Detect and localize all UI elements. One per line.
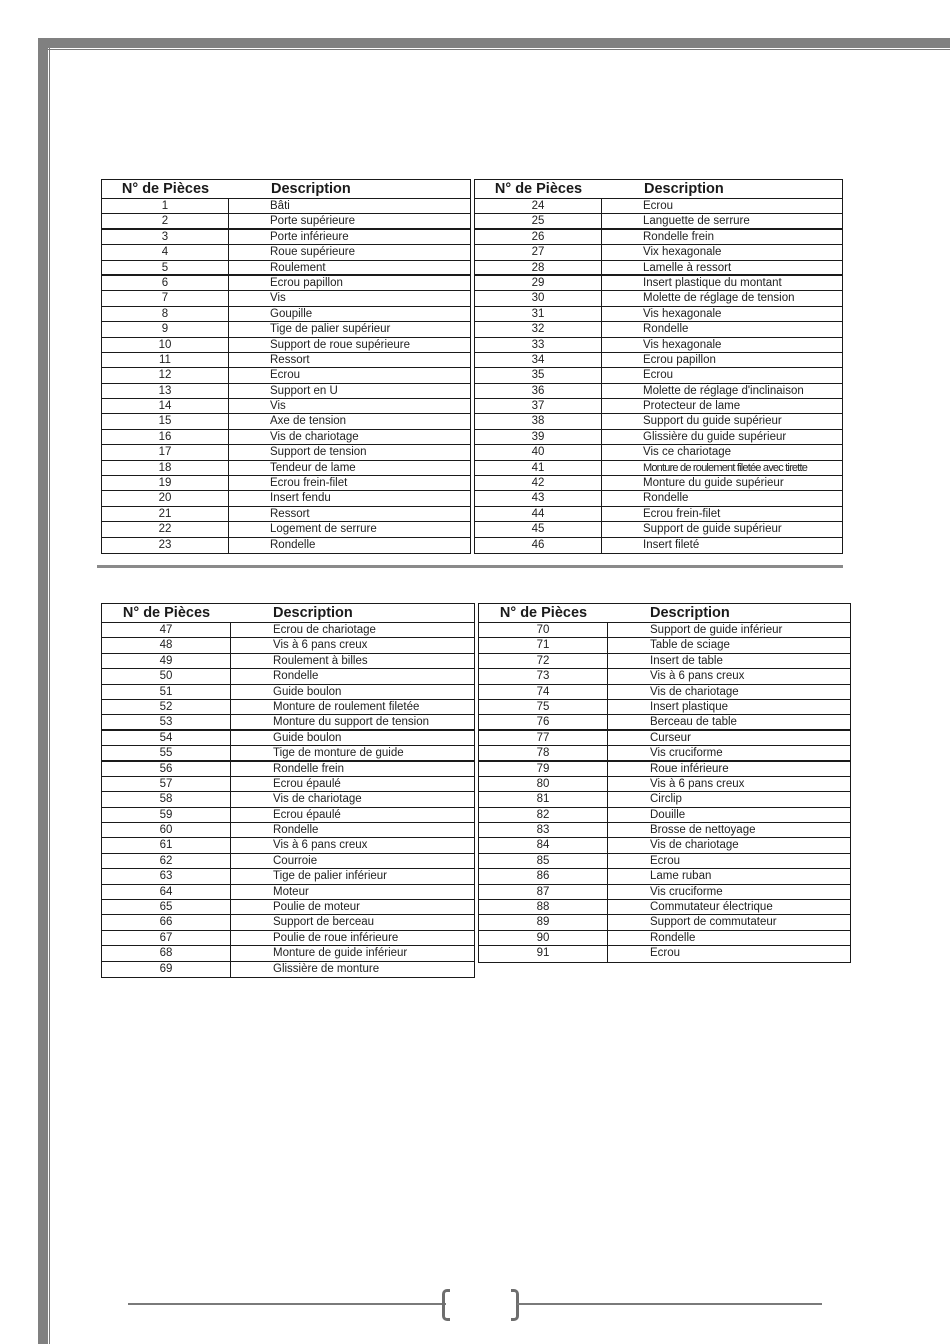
table-row (475, 430, 842, 445)
part-description-cell: Support en U (270, 384, 338, 397)
table-row (102, 731, 474, 746)
table-row (479, 869, 850, 884)
table-row (102, 399, 470, 414)
part-number-cell: 11 (102, 353, 229, 367)
table-row (102, 461, 470, 476)
parts-table-4 (478, 603, 851, 963)
table-row (102, 838, 474, 853)
table-row (475, 399, 842, 414)
part-number-cell: 4 (102, 245, 229, 259)
table-row (479, 838, 850, 853)
part-description-cell: Berceau de table (650, 716, 737, 729)
part-description-cell: Vis de chariotage (270, 430, 359, 443)
table-row (475, 230, 842, 245)
table-row (102, 869, 474, 884)
table-row (475, 199, 842, 214)
column-header-part-number: N° de Pièces (122, 605, 211, 621)
table-row (102, 245, 470, 260)
footer-rule-left (128, 1303, 446, 1305)
page-frame-top-border (38, 38, 950, 48)
part-description-cell: Poulie de moteur (273, 901, 360, 914)
table-row (102, 654, 474, 669)
part-description-cell: Tige de monture de guide (273, 747, 404, 760)
part-number-cell: 80 (479, 777, 608, 791)
part-description-cell: Vis cruciforme (650, 885, 723, 898)
table-row (479, 623, 850, 638)
table-row (102, 507, 470, 522)
part-description-cell: Roulement (270, 261, 326, 274)
footer-rule-right (517, 1303, 822, 1305)
table-row (479, 715, 850, 730)
page-frame-top-inner-rule (48, 49, 950, 50)
part-number-cell: 25 (475, 214, 602, 227)
part-description-cell: Ecrou (270, 369, 301, 382)
part-description-cell: Logement de serrure (270, 523, 377, 536)
part-number-cell: 90 (479, 931, 608, 945)
part-number-cell: 78 (479, 746, 608, 759)
part-number-cell: 68 (102, 946, 231, 960)
part-number-cell: 47 (102, 623, 231, 637)
table-row (475, 353, 842, 368)
part-description-cell: Insert plastique du montant (643, 276, 782, 289)
table-row (102, 700, 474, 715)
table-row (102, 762, 474, 777)
part-description-cell: Molette de réglage d'inclinaison (643, 384, 804, 397)
part-number-cell: 62 (102, 854, 231, 868)
part-number-cell: 59 (102, 808, 231, 822)
part-description-cell: Languette de serrure (643, 215, 750, 228)
part-number-cell: 27 (475, 245, 602, 259)
table-row (102, 915, 474, 930)
part-description-cell: Support du guide supérieur (643, 415, 782, 428)
part-number-cell: 57 (102, 777, 231, 791)
part-description-cell: Commutateur électrique (650, 901, 773, 914)
table-header-row (102, 604, 474, 623)
part-description-cell: Support de guide supérieur (643, 523, 782, 536)
part-number-cell: 84 (479, 838, 608, 852)
table-row (102, 946, 474, 961)
part-number-cell: 48 (102, 638, 231, 652)
part-description-cell: Circlip (650, 793, 682, 806)
table-row (102, 522, 470, 537)
part-description-cell: Protecteur de lame (643, 400, 741, 413)
part-number-cell: 8 (102, 307, 229, 321)
part-number-cell: 61 (102, 838, 231, 852)
table-row (102, 623, 474, 638)
table-row (475, 291, 842, 306)
table-row (102, 792, 474, 807)
part-number-cell: 20 (102, 491, 229, 505)
table-row (102, 962, 474, 977)
part-description-cell: Lamelle à ressort (643, 261, 732, 274)
column-header-part-number: N° de Pièces (121, 181, 210, 197)
table-row (479, 638, 850, 653)
table-row (102, 368, 470, 383)
part-description-cell: Roue supérieure (270, 246, 356, 259)
part-description-cell: Curseur (650, 731, 691, 744)
part-number-cell: 1 (102, 199, 229, 213)
table-header-row (475, 180, 842, 199)
table-row (475, 414, 842, 429)
table-row (102, 638, 474, 653)
part-description-cell: Support de berceau (273, 916, 375, 929)
part-number-cell: 7 (102, 291, 229, 305)
part-description-cell: Table de sciage (650, 639, 730, 652)
part-number-cell: 24 (475, 199, 602, 213)
table-row (475, 261, 842, 276)
table-row (479, 777, 850, 792)
part-number-cell: 19 (102, 476, 229, 490)
table-row (102, 430, 470, 445)
part-description-cell: Vis de chariotage (650, 839, 739, 852)
part-description-cell: Bâti (270, 200, 290, 212)
table-row (475, 322, 842, 337)
part-description-cell: Vis à 6 pans creux (273, 839, 368, 852)
table-row (475, 384, 842, 399)
part-description-cell: Monture du guide supérieur (643, 477, 784, 490)
part-number-cell: 69 (102, 962, 231, 977)
footer-bracket-close (511, 1289, 519, 1321)
footer-bracket-open (442, 1289, 450, 1321)
part-number-cell: 64 (102, 885, 231, 899)
table-row (102, 322, 470, 337)
page-frame-left-inner-rule (49, 48, 50, 1344)
table-row (479, 792, 850, 807)
part-number-cell: 38 (475, 414, 602, 428)
table-header-row (479, 604, 850, 623)
part-number-cell: 6 (102, 276, 229, 290)
part-number-cell: 50 (102, 669, 231, 683)
table-row (475, 461, 842, 476)
part-description-cell: Goupille (270, 307, 313, 320)
parts-table-1 (101, 179, 471, 554)
part-number-cell: 79 (479, 762, 608, 776)
part-number-cell: 34 (475, 353, 602, 367)
part-number-cell: 74 (479, 685, 608, 699)
table-row (479, 762, 850, 777)
part-description-cell: Tige de palier supérieur (270, 323, 391, 336)
part-number-cell: 32 (475, 322, 602, 336)
table-row (102, 931, 474, 946)
part-number-cell: 12 (102, 368, 229, 382)
part-description-cell: Porte inférieure (270, 230, 349, 243)
table-row (475, 276, 842, 291)
table-row (102, 230, 470, 245)
part-description-cell: Ressort (270, 353, 310, 366)
part-number-cell: 46 (475, 538, 602, 553)
table-row (102, 715, 474, 730)
part-description-cell: Monture du support de tension (273, 716, 429, 729)
table-row (102, 214, 470, 229)
part-description-cell: Ecrou épaulé (273, 808, 341, 821)
table-row (102, 384, 470, 399)
table-row (479, 915, 850, 930)
part-description-cell: Axe de tension (270, 415, 347, 428)
table-row (102, 669, 474, 684)
part-number-cell: 43 (475, 491, 602, 505)
part-description-cell: Rondelle frein (643, 230, 714, 243)
parts-table-3 (101, 603, 475, 978)
table-row (102, 476, 470, 491)
part-number-cell: 26 (475, 230, 602, 244)
column-header-description: Description (273, 605, 353, 621)
part-number-cell: 85 (479, 854, 608, 868)
part-number-cell: 58 (102, 792, 231, 806)
part-number-cell: 67 (102, 931, 231, 945)
part-number-cell: 55 (102, 746, 231, 759)
part-description-cell: Insert fendu (270, 492, 331, 505)
table-row (102, 538, 470, 553)
part-number-cell: 39 (475, 430, 602, 444)
page-frame-left-border (38, 38, 48, 1344)
part-description-cell: Roue inférieure (650, 762, 729, 775)
part-number-cell: 16 (102, 430, 229, 444)
part-description-cell: Tige de palier inférieur (273, 870, 387, 883)
part-number-cell: 17 (102, 445, 229, 459)
part-description-cell: Vis (270, 400, 286, 413)
part-description-cell: Rondelle (273, 670, 319, 683)
part-description-cell: Rondelle (273, 824, 319, 837)
part-number-cell: 52 (102, 700, 231, 714)
part-number-cell: 71 (479, 638, 608, 652)
part-number-cell: 54 (102, 731, 231, 745)
table-row (479, 823, 850, 838)
part-number-cell: 40 (475, 445, 602, 459)
part-description-cell: Rondelle (650, 931, 696, 944)
part-description-cell: Poulie de roue inférieure (273, 931, 399, 944)
table-row (479, 685, 850, 700)
part-number-cell: 70 (479, 623, 608, 637)
part-number-cell: 33 (475, 338, 602, 352)
table-row (479, 931, 850, 946)
part-number-cell: 72 (479, 654, 608, 668)
part-description-cell: Monture de guide inférieur (273, 947, 408, 960)
part-number-cell: 82 (479, 808, 608, 822)
part-description-cell: Vis ce chariotage (643, 446, 732, 459)
part-description-cell: Rondelle (643, 492, 689, 505)
part-number-cell: 45 (475, 522, 602, 536)
part-number-cell: 87 (479, 885, 608, 899)
table-row (475, 491, 842, 506)
part-description-cell: Ecrou (643, 200, 674, 212)
table-row (479, 854, 850, 869)
part-number-cell: 36 (475, 384, 602, 398)
part-number-cell: 83 (479, 823, 608, 837)
column-header-part-number: N° de Pièces (494, 181, 583, 197)
part-description-cell: Guide boulon (273, 731, 342, 744)
table-row (475, 522, 842, 537)
table-row (102, 291, 470, 306)
table-row (475, 445, 842, 460)
part-number-cell: 77 (479, 731, 608, 745)
column-header-part-number: N° de Pièces (499, 605, 588, 621)
part-description-cell: Glissière du guide supérieur (643, 430, 787, 443)
part-number-cell: 14 (102, 399, 229, 413)
part-description-cell: Lame ruban (650, 870, 712, 883)
part-description-cell: Tendeur de lame (270, 461, 356, 474)
part-description-cell: Vis de chariotage (273, 793, 362, 806)
part-number-cell: 51 (102, 685, 231, 699)
part-description-cell: Vis (270, 292, 286, 305)
part-description-cell: Vis à 6 pans creux (650, 670, 745, 683)
part-description-cell: Ecrou papillon (643, 353, 716, 366)
table-row (479, 946, 850, 961)
part-description-cell: Ecrou (650, 854, 681, 867)
part-description-cell: Ecrou (643, 369, 674, 382)
part-description-cell: Insert fileté (643, 538, 700, 551)
part-number-cell: 13 (102, 384, 229, 398)
table-row (475, 245, 842, 260)
table-row (102, 900, 474, 915)
part-number-cell: 41 (475, 461, 602, 475)
table-row (102, 307, 470, 322)
table-row (475, 476, 842, 491)
part-description-cell: Rondelle (270, 538, 316, 551)
table-row (475, 538, 842, 553)
part-description-cell: Support de roue supérieure (270, 338, 411, 351)
table-row (475, 307, 842, 322)
part-description-cell: Porte supérieure (270, 215, 356, 228)
part-number-cell: 76 (479, 715, 608, 728)
table-row (479, 885, 850, 900)
part-description-cell: Douille (650, 808, 686, 821)
table-row (479, 808, 850, 823)
part-description-cell: Vis de chariotage (650, 685, 739, 698)
part-description-cell: Courroie (273, 854, 318, 867)
part-number-cell: 44 (475, 507, 602, 521)
section-divider (97, 565, 843, 568)
part-number-cell: 66 (102, 915, 231, 929)
part-description-cell: Ecrou frein-filet (270, 477, 348, 490)
part-description-cell: Roulement à billes (273, 654, 368, 667)
part-number-cell: 18 (102, 461, 229, 475)
part-description-cell: Monture de roulement filetée avec tirette (643, 461, 808, 474)
part-number-cell: 89 (479, 915, 608, 929)
part-description-cell: Moteur (273, 885, 309, 898)
part-number-cell: 37 (475, 399, 602, 413)
part-description-cell: Molette de réglage de tension (643, 292, 795, 305)
part-number-cell: 23 (102, 538, 229, 553)
table-row (479, 669, 850, 684)
part-number-cell: 21 (102, 507, 229, 521)
part-description-cell: Vis cruciforme (650, 747, 723, 760)
part-number-cell: 10 (102, 338, 229, 352)
table-row (102, 746, 474, 761)
part-description-cell: Vix hexagonale (643, 246, 722, 259)
part-number-cell: 56 (102, 762, 231, 776)
table-row (102, 885, 474, 900)
table-row (475, 338, 842, 353)
part-description-cell: Insert de table (650, 654, 723, 667)
table-header-row (102, 180, 470, 199)
column-header-description: Description (644, 181, 724, 197)
part-number-cell: 86 (479, 869, 608, 883)
table-row (102, 199, 470, 214)
table-row (479, 654, 850, 669)
table-row (102, 414, 470, 429)
part-number-cell: 49 (102, 654, 231, 668)
table-row (102, 491, 470, 506)
part-number-cell: 75 (479, 700, 608, 714)
part-number-cell: 22 (102, 522, 229, 536)
part-description-cell: Rondelle frein (273, 762, 344, 775)
table-row (102, 338, 470, 353)
part-number-cell: 73 (479, 669, 608, 683)
table-row (102, 353, 470, 368)
table-row (479, 731, 850, 746)
part-number-cell: 5 (102, 261, 229, 274)
part-description-cell: Ecrou de chariotage (273, 624, 376, 636)
part-number-cell: 35 (475, 368, 602, 382)
part-description-cell: Brosse de nettoyage (650, 824, 756, 837)
table-row (102, 276, 470, 291)
part-description-cell: Vis hexagonale (643, 338, 722, 351)
part-description-cell: Guide boulon (273, 685, 342, 698)
table-row (102, 823, 474, 838)
part-description-cell: Support de guide inférieur (650, 624, 783, 636)
table-row (102, 777, 474, 792)
table-row (479, 900, 850, 915)
part-description-cell: Monture de roulement filetée (273, 700, 420, 713)
table-row (475, 368, 842, 383)
part-description-cell: Vis à 6 pans creux (650, 777, 745, 790)
part-number-cell: 9 (102, 322, 229, 336)
table-row (102, 445, 470, 460)
table-row (102, 854, 474, 869)
part-number-cell: 91 (479, 946, 608, 961)
part-description-cell: Ecrou papillon (270, 276, 343, 289)
part-description-cell: Support de tension (270, 446, 367, 459)
table-row (102, 685, 474, 700)
column-header-description: Description (650, 605, 730, 621)
table-row (102, 261, 470, 276)
part-description-cell: Ecrou (650, 947, 681, 960)
part-number-cell: 53 (102, 715, 231, 728)
table-row (479, 746, 850, 761)
part-number-cell: 88 (479, 900, 608, 914)
part-description-cell: Vis hexagonale (643, 307, 722, 320)
part-description-cell: Support de commutateur (650, 916, 777, 929)
part-description-cell: Ressort (270, 507, 310, 520)
part-number-cell: 3 (102, 230, 229, 244)
part-number-cell: 28 (475, 261, 602, 274)
column-header-description: Description (271, 181, 351, 197)
part-number-cell: 60 (102, 823, 231, 837)
part-description-cell: Rondelle (643, 323, 689, 336)
part-number-cell: 42 (475, 476, 602, 490)
part-description-cell: Ecrou épaulé (273, 777, 341, 790)
table-row (479, 700, 850, 715)
part-number-cell: 63 (102, 869, 231, 883)
part-description-cell: Insert plastique (650, 700, 728, 713)
part-description-cell: Ecrou frein-filet (643, 507, 721, 520)
part-number-cell: 31 (475, 307, 602, 321)
table-row (475, 507, 842, 522)
part-number-cell: 2 (102, 214, 229, 227)
table-row (102, 808, 474, 823)
part-number-cell: 65 (102, 900, 231, 914)
part-number-cell: 30 (475, 291, 602, 305)
part-number-cell: 29 (475, 276, 602, 290)
part-description-cell: Glissière de monture (273, 962, 380, 975)
table-row (475, 214, 842, 229)
parts-table-2 (474, 179, 843, 554)
part-number-cell: 81 (479, 792, 608, 806)
part-number-cell: 15 (102, 414, 229, 428)
part-description-cell: Vis à 6 pans creux (273, 639, 368, 652)
